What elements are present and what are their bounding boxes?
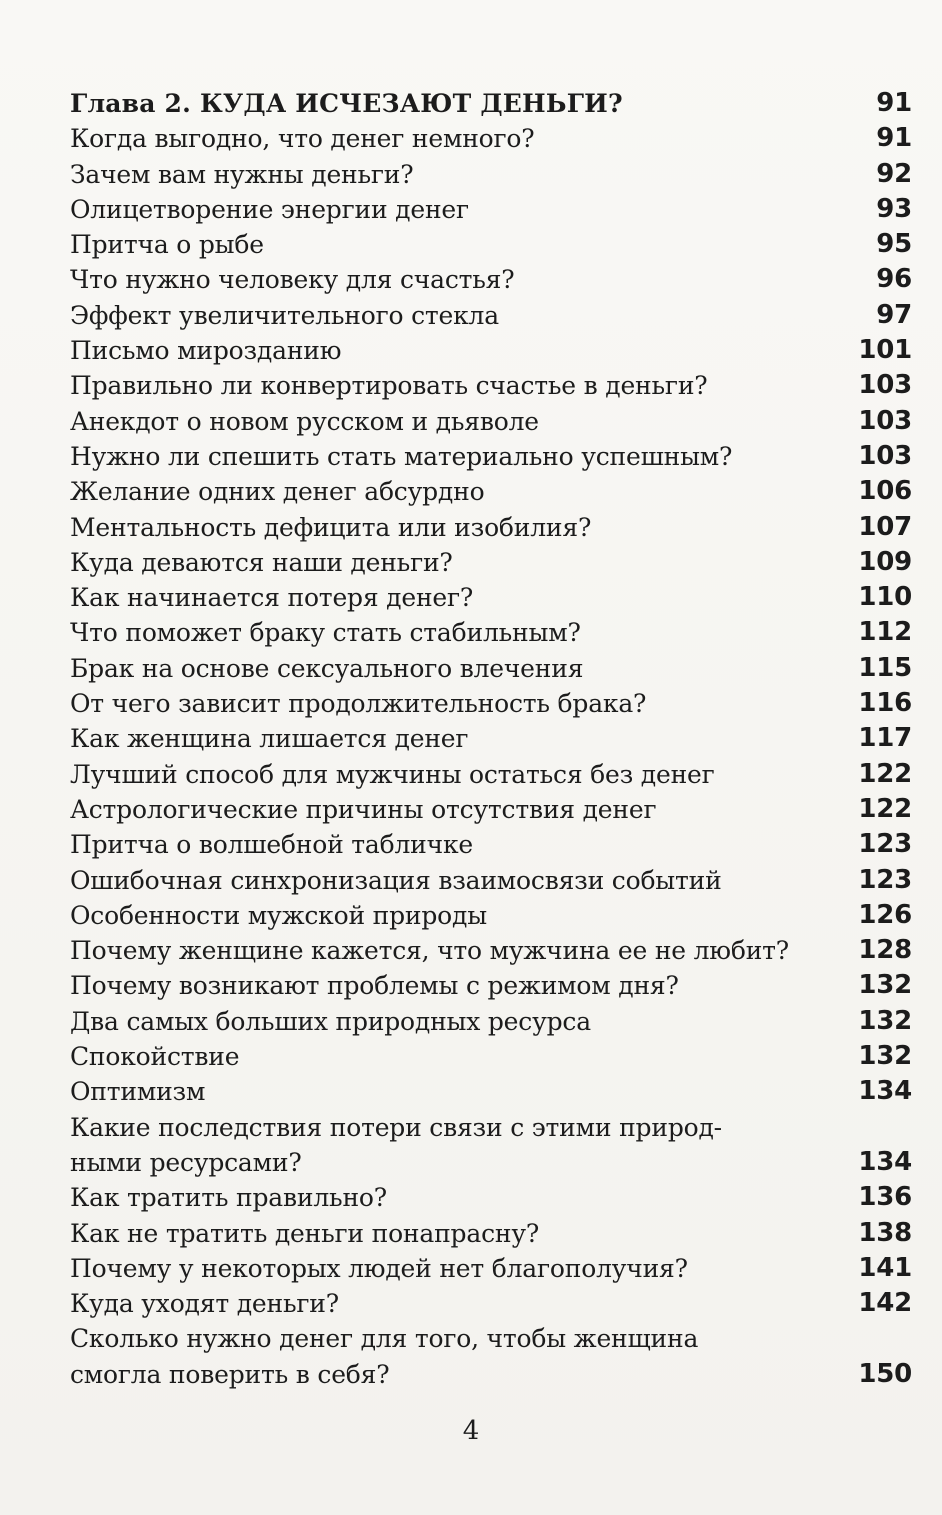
toc-entry-page: 101 xyxy=(858,335,912,366)
toc-entry-page: 103 xyxy=(858,405,912,436)
toc-entry xyxy=(70,580,912,615)
toc-entry-title: Ментальность дефицита или изобилия? xyxy=(70,512,592,542)
toc-entry-title: Эффект увеличительного стекла xyxy=(70,300,499,330)
toc-entry-page: 138 xyxy=(858,1217,912,1248)
toc-entry-title: Сколько нужно денег для того, чтобы женщина смогла поверить в себя? xyxy=(70,1324,699,1389)
toc-entry xyxy=(70,474,912,509)
toc-entry-title: Как начинается потеря денег? xyxy=(70,583,474,613)
toc-entry-title: Как не тратить деньги понапрасну? xyxy=(70,1218,540,1248)
toc-entry-page: 126 xyxy=(858,899,912,930)
toc-entry xyxy=(70,827,912,862)
toc-entry-title: Какие последствия потери связи с этими природ- ными ресурсами? xyxy=(70,1112,722,1177)
toc-entry-page: 128 xyxy=(858,935,912,966)
toc-entry-title: Желание одних денег абсурдно xyxy=(70,477,485,507)
toc-entry xyxy=(70,227,912,262)
toc-entry xyxy=(70,1251,912,1286)
toc-entry-page: 123 xyxy=(858,829,912,860)
toc-entry-page: 136 xyxy=(858,1182,912,1213)
toc-entry-page: 110 xyxy=(858,582,912,613)
toc-entry-title: Астрологические причины отсутствия денег xyxy=(70,794,657,824)
toc-entry-page: 150 xyxy=(858,1358,912,1389)
toc-entry-title: Притча о волшебной табличке xyxy=(70,830,473,860)
toc-entry-title: Почему у некоторых людей нет благополучия? xyxy=(70,1253,688,1283)
toc-entry-page: 109 xyxy=(858,546,912,577)
toc-entry xyxy=(70,1180,912,1215)
toc-entry-title: Когда выгодно, что денег немного? xyxy=(70,124,535,154)
toc-entry-title: Глава 2. КУДА ИСЧЕЗАЮТ ДЕНЬГИ? xyxy=(70,89,623,118)
toc-entry xyxy=(70,757,912,792)
toc-entry-page: 93 xyxy=(876,193,912,224)
toc-entry-title: Нужно ли спешить стать материально успешным? xyxy=(70,441,733,471)
toc-entry-page: 97 xyxy=(876,299,912,330)
toc-entry-page: 132 xyxy=(858,1005,912,1036)
toc-entry-page: 134 xyxy=(858,1146,912,1177)
toc-entry xyxy=(70,298,912,333)
toc-entry-title: Олицетворение энергии денег xyxy=(70,194,469,224)
toc-entry xyxy=(70,898,912,933)
toc-entry-title: Притча о рыбе xyxy=(70,230,264,260)
toc-entry xyxy=(70,651,912,686)
toc-entry-page: 134 xyxy=(858,1076,912,1107)
toc-entry-page: 91 xyxy=(876,88,912,118)
toc-entry-title: Спокойствие xyxy=(70,1042,240,1072)
toc-entry-title: От чего зависит продолжительность брака? xyxy=(70,689,647,719)
toc-entry-page: 103 xyxy=(858,370,912,401)
toc-entry xyxy=(70,968,912,1003)
toc-entry xyxy=(70,1216,912,1251)
toc-entry-page: 132 xyxy=(858,1041,912,1072)
toc-entry-page: 116 xyxy=(858,688,912,719)
toc-entry xyxy=(70,333,912,368)
toc-entry-page: 132 xyxy=(858,970,912,1001)
toc-entry xyxy=(70,615,912,650)
toc-entry-title: Два самых больших природных ресурса xyxy=(70,1006,591,1036)
toc-entry-title: Как женщина лишается денег xyxy=(70,724,469,754)
toc-entry xyxy=(70,933,912,968)
toc-entry-page: 95 xyxy=(876,229,912,260)
toc-entry-title: Анекдот о новом русском и дьяволе xyxy=(70,406,539,436)
toc-entry xyxy=(70,1074,912,1109)
toc-entry-page: 92 xyxy=(876,158,912,189)
toc-entry-page: 107 xyxy=(858,511,912,542)
toc-entry-page: 123 xyxy=(858,864,912,895)
toc-entry xyxy=(70,686,912,721)
toc-entry xyxy=(70,1321,912,1392)
toc-entry-title: Письмо мирозданию xyxy=(70,336,342,366)
toc-entry xyxy=(70,721,912,756)
toc-entry-title: Зачем вам нужны деньги? xyxy=(70,159,414,189)
toc-entry xyxy=(70,863,912,898)
toc-entry-title: Оптимизм xyxy=(70,1077,206,1107)
toc-entry-title: Брак на основе сексуального влечения xyxy=(70,653,584,683)
toc-entry-title: Лучший способ для мужчины остаться без денег xyxy=(70,759,715,789)
toc-entry-page: 122 xyxy=(858,793,912,824)
table-of-contents xyxy=(70,86,912,1392)
toc-entry xyxy=(70,262,912,297)
toc-entry xyxy=(70,1004,912,1039)
toc-entry-page: 103 xyxy=(858,440,912,471)
toc-entry-page: 112 xyxy=(858,617,912,648)
toc-entry-title: Почему женщине кажется, что мужчина ее не любит? xyxy=(70,936,790,966)
toc-entry-page: 142 xyxy=(858,1288,912,1319)
toc-entry-page: 115 xyxy=(858,652,912,683)
toc-entry-page: 96 xyxy=(876,264,912,295)
toc-entry-title: Правильно ли конвертировать счастье в деньги? xyxy=(70,371,708,401)
toc-entry xyxy=(70,157,912,192)
toc-entry xyxy=(70,439,912,474)
toc-entry-page: 141 xyxy=(858,1252,912,1283)
toc-entry-page: 117 xyxy=(858,723,912,754)
toc-entry-title: Особенности мужской природы xyxy=(70,900,487,930)
toc-entry xyxy=(70,368,912,403)
toc-entry-title: Куда уходят деньги? xyxy=(70,1289,339,1319)
toc-entry xyxy=(70,86,912,121)
toc-entry-title: Что нужно человеку для счастья? xyxy=(70,265,515,295)
toc-entry xyxy=(70,1039,912,1074)
toc-entry xyxy=(70,404,912,439)
page-number: 4 xyxy=(462,1416,480,1446)
toc-entry xyxy=(70,192,912,227)
toc-entry xyxy=(70,121,912,156)
toc-entry xyxy=(70,1110,912,1181)
toc-entry-page: 122 xyxy=(858,758,912,789)
toc-entry xyxy=(70,510,912,545)
toc-entry-page: 106 xyxy=(858,476,912,507)
toc-entry-title: Куда деваются наши деньги? xyxy=(70,547,453,577)
toc-entry-page: 91 xyxy=(876,123,912,154)
toc-entry-title: Как тратить правильно? xyxy=(70,1183,387,1213)
toc-entry-title: Почему возникают проблемы с режимом дня? xyxy=(70,971,679,1001)
toc-entry-title: Ошибочная синхронизация взаимосвязи событий xyxy=(70,865,722,895)
toc-entry xyxy=(70,1286,912,1321)
toc-entry-title: Что поможет браку стать стабильным? xyxy=(70,618,581,648)
toc-entry xyxy=(70,545,912,580)
toc-entry xyxy=(70,792,912,827)
